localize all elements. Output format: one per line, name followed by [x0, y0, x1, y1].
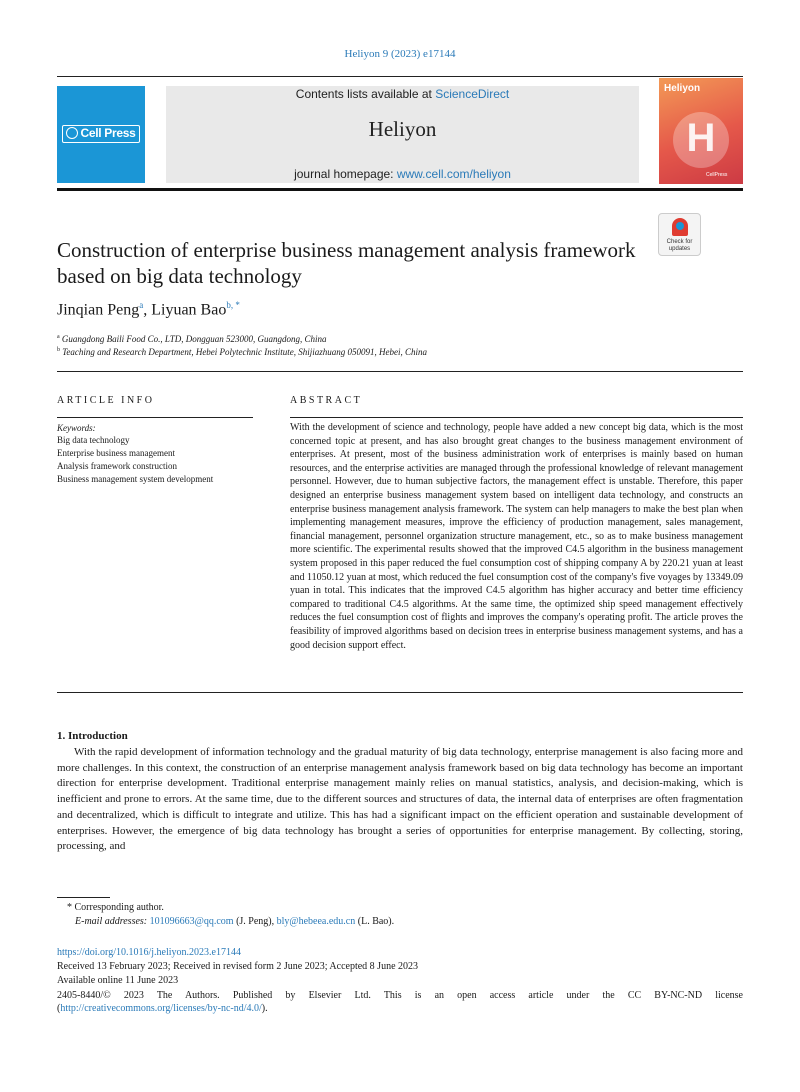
- email-link[interactable]: bly@hebeea.edu.cn: [276, 916, 356, 927]
- author-separator: ,: [143, 301, 152, 319]
- contents-prefix: Contents lists available at: [295, 87, 436, 101]
- cover-title: Heliyon: [664, 83, 701, 94]
- affiliation: [57, 334, 327, 344]
- section-heading: 1. Introduction: [57, 730, 128, 742]
- keyword: Analysis framework construction: [57, 461, 177, 471]
- paren-close: ).: [261, 1003, 268, 1014]
- cover-brand: CellPress: [706, 172, 728, 178]
- author-name: Liyuan Bao: [151, 301, 227, 319]
- divider: [57, 417, 253, 418]
- divider: [57, 371, 743, 372]
- check-for-updates-button[interactable]: [658, 213, 701, 256]
- received-dates: Received 13 February 2023; Received in revised form 2 June 2023; Accepted 8 June 2023: [57, 961, 419, 972]
- email-owner: (J. Peng),: [233, 916, 277, 927]
- email-owner: (L. Bao).: [355, 916, 395, 927]
- homepage-line: [166, 167, 639, 181]
- cover-letter-graphic: H: [686, 116, 716, 160]
- license-link-line: [57, 1003, 268, 1014]
- affiliation-link[interactable]: a: [139, 300, 144, 310]
- article-info-heading: ARTICLE INFO: [57, 395, 155, 406]
- check-updates-label: Check for updates: [666, 239, 693, 252]
- email-link[interactable]: 101096663@qq.com: [149, 916, 234, 927]
- affiliation-text: Teaching and Research Department, Hebei Polytechnic Institute, Shijiazhuang 050091, Hebei, China: [62, 347, 428, 357]
- sciencedirect-link[interactable]: ScienceDirect: [435, 87, 510, 101]
- cellpress-logo[interactable]: [62, 125, 140, 143]
- abstract-text: With the development of science and technology, people have added a new concept big data, which is the most concerned topic at present, and has also brought great changes to the business management environment of enterprises. At present, most of the business administration work of enterprises is mainly based on human resources, and the enterprise activities are managed through the professional knowledge of relevant management personnel. However, due to human subjective factors, the management effect is unstable. Therefore, this paper designed an enterprise business management system based on intelligent data technology, and constructs an enterprise business management analysis framework. The system can help managers to make the best plan when implementing management measures, improve the efficiency of production management, sales management, financial management, personnel organization structure management, etc., so as to make business management more scientific. The experimental results showed that the improved C4.5 algorithm in the business management system proposed in this paper reduced the fuel consumption cost of shipping company A by 220.21 yuan at least and 11050.12 yuan at most, which reduced the fuel consumption cost of the company's five voyages by 13349.09 yuan in total. This indicates that the improved C4.5 algorithm has higher accuracy and better time efficiency compared to traditional C4.5 algorithms. At the same time, the optimized ship speed management effectively reduces the fuel consumption cost of flights and improves the company's operating profit. The article proves the feasibility of improved algorithms based on decision trees in enterprise business management systems, and has a good decision support effect.: [290, 422, 744, 651]
- journal-name: Heliyon: [368, 117, 437, 141]
- keyword: Enterprise business management: [57, 448, 175, 458]
- journal-homepage-link[interactable]: www.cell.com/heliyon: [396, 167, 511, 181]
- doi-link[interactable]: https://doi.org/10.1016/j.heliyon.2023.e17144: [57, 947, 241, 958]
- keyword: Big data technology: [57, 435, 130, 445]
- keyword: Business management system development: [57, 474, 214, 484]
- cellpress-c-icon: [66, 127, 78, 139]
- body-paragraph: With the rapid development of information technology and the gradual maturity of big data technology, enterprise management is also facing more and more challenges. In this context, the construction of an enterprise management analysis framework based on big data technology has become an important direction for enterprise development. Traditional enterprise management mainly relies on manual statistics, analysis, and decision-making, which is inefficient and prone to errors. At the same time, due to the different sources and structures of data, the internal data of enterprises are often fragmentation and decentralized, which is difficult to integrate and utilize. This has had a significant impact on the efficient operation and sustainable development of enterprises. However, the emergence of big data technology has brought a series of opportunities for enterprise management. By collecting, storing, processing, and: [57, 746, 743, 853]
- affiliation-link[interactable]: b, *: [226, 300, 240, 310]
- homepage-prefix: journal homepage:: [294, 167, 397, 181]
- footnote-divider: [57, 897, 110, 898]
- email-label: E-mail addresses:: [75, 916, 148, 927]
- email-footnote: [75, 916, 394, 927]
- available-online-date: Available online 11 June 2023: [57, 975, 179, 986]
- journal-reference-link[interactable]: Heliyon 9 (2023) e17144: [344, 48, 456, 60]
- license-statement: 2405-8440/© 2023 The Authors. Published by Elsevier Ltd. This is an open access article under the CC BY-NC-ND license: [57, 990, 743, 1001]
- keywords-label: Keywords:: [57, 423, 96, 433]
- corresponding-author-note: * Corresponding author.: [67, 902, 164, 913]
- license-link[interactable]: http://creativecommons.org/licenses/by-nc-nd/4.0/: [60, 1003, 262, 1014]
- author-name: Jinqian Peng: [57, 301, 140, 319]
- check-updates-icon: [672, 218, 688, 236]
- cellpress-logo-text: Cell Press: [80, 126, 136, 140]
- affiliation-mark: b: [57, 347, 60, 353]
- contents-line: [166, 87, 639, 101]
- affiliation-text: Guangdong Baili Food Co., LTD, Dongguan 523000, Guangdong, China: [61, 334, 327, 344]
- affiliation: [57, 347, 427, 357]
- abstract-heading: ABSTRACT: [290, 395, 363, 406]
- divider: [290, 417, 743, 418]
- header-divider: [57, 188, 743, 191]
- article-title: Construction of enterprise business management analysis framework based on big data technology: [57, 238, 636, 288]
- paren-open: (: [57, 1003, 61, 1014]
- divider: [57, 76, 743, 77]
- divider: [57, 692, 743, 693]
- author-list: [57, 300, 240, 319]
- affiliation-mark: a: [57, 334, 60, 340]
